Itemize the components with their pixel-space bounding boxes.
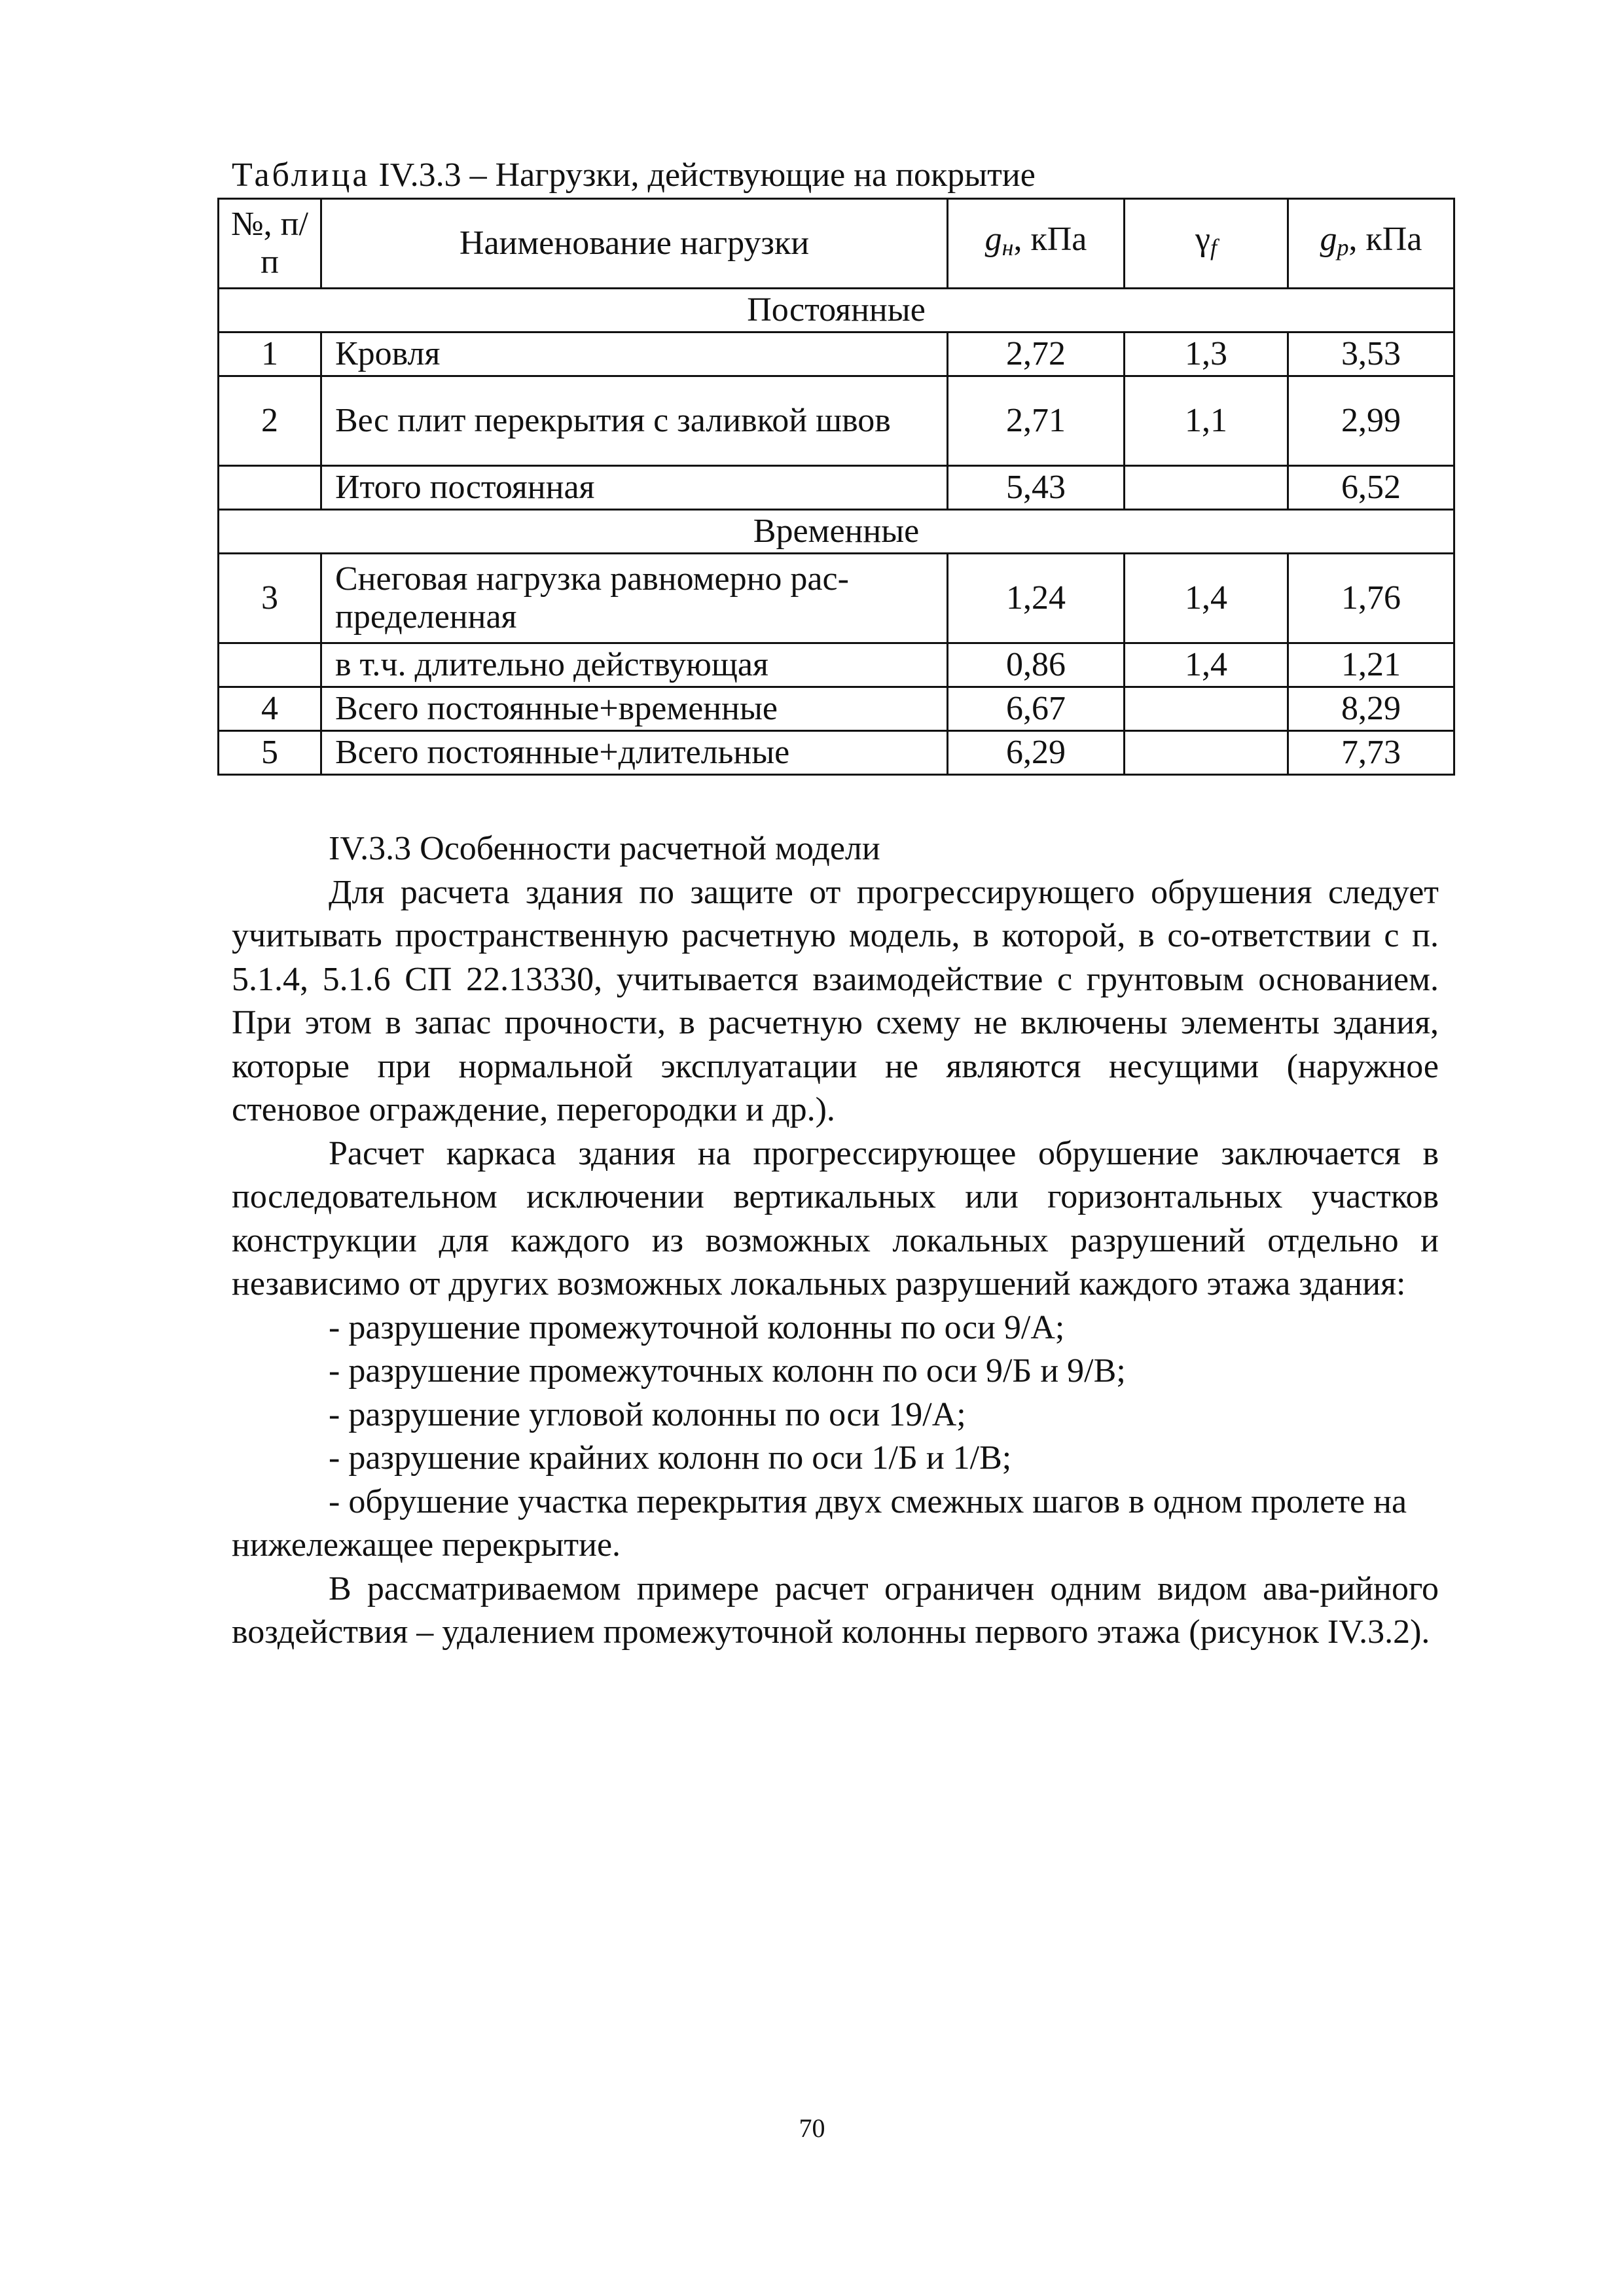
gp-unit: , кПа	[1348, 221, 1422, 258]
row-gp: 2,99	[1288, 376, 1454, 466]
row-gp: 7,73	[1288, 731, 1454, 775]
header-gn	[948, 199, 1125, 289]
list-item: - разрушение промежуточных колонн по оси 9/Б и 9/В;	[329, 1352, 1126, 1390]
row-num	[219, 466, 321, 510]
row-gn: 2,72	[948, 332, 1125, 376]
row-gamma	[1125, 687, 1288, 731]
section-temporary: Временные	[219, 510, 1454, 554]
header-num: №, п/п	[219, 199, 321, 289]
table-row	[219, 466, 1454, 510]
row-num: 3	[219, 554, 321, 643]
row-num: 4	[219, 687, 321, 731]
row-gamma	[1125, 731, 1288, 775]
body-text	[232, 827, 1439, 1655]
row-gamma: 1,3	[1125, 332, 1288, 376]
row-name: Всего постоянные+длительные	[321, 731, 948, 775]
table-section-row	[219, 289, 1454, 332]
gamma-symbol: $\gamma_f$	[1195, 221, 1217, 260]
row-gamma: 1,1	[1125, 376, 1288, 466]
list-item: - разрушение промежуточной колонны по оси 9/А;	[329, 1308, 1065, 1346]
table-header-row	[219, 199, 1454, 289]
section-heading: IV.3.3 Особенности расчетной модели	[329, 830, 880, 867]
table-row	[219, 643, 1454, 687]
gn-symbol: $g_н$	[984, 221, 1014, 260]
row-name: Кровля	[321, 332, 948, 376]
paragraph: Расчет каркаса здания на прогрессирующее обрушение заключается в последовательном исключении вертикальных или горизонтальных участков конструкции для каждого из возможных локальных разрушений отдельно и независимо от других возможных локальных разрушений каждого этажа здания:	[232, 1134, 1439, 1302]
table-row	[219, 554, 1454, 643]
list-item: - разрушение крайних колонн по оси 1/Б и 1/В;	[329, 1439, 1012, 1477]
list-item: - разрушение угловой колонны по оси 19/А;	[329, 1395, 966, 1433]
row-gamma: 1,4	[1125, 554, 1288, 643]
section-permanent: Постоянные	[219, 289, 1454, 332]
row-gamma	[1125, 466, 1288, 510]
header-gp	[1288, 199, 1454, 289]
table-caption	[232, 154, 1036, 196]
paragraph: Для расчета здания по защите от прогрессирующего обрушения следует учитывать пространственную расчетную модель, в которой, в со-ответствии с п. 5.1.4, 5.1.6 СП 22.13330, учитывается взаимодействие с грунтовым основанием. При этом в запас прочности, в расчетную схему не включены элементы здания, которые при нормальной эксплуатации не являются несущими (наружное стеновое ограждение, перегородки и др.).	[232, 873, 1439, 1128]
header-gamma	[1125, 199, 1288, 289]
row-name: Вес плит перекрытия с заливкой швов	[321, 376, 948, 466]
page-number: 70	[799, 2113, 825, 2143]
header-name: Наименование нагрузки	[321, 199, 948, 289]
row-name: Итого постоянная	[321, 466, 948, 510]
row-num: 1	[219, 332, 321, 376]
table-caption-prefix: Таблица	[232, 156, 370, 194]
row-num: 2	[219, 376, 321, 466]
loads-table	[217, 198, 1455, 776]
row-gn: 5,43	[948, 466, 1125, 510]
row-gp: 1,21	[1288, 643, 1454, 687]
row-name: в т.ч. длительно действующая	[321, 643, 948, 687]
paragraph: В рассматриваемом примере расчет ограничен одним видом ава-рийного воздействия – удалением промежуточной колонны первого этажа (рисунок IV.3.2).	[232, 1570, 1439, 1651]
table-row	[219, 731, 1454, 775]
row-gp: 3,53	[1288, 332, 1454, 376]
table-row	[219, 332, 1454, 376]
table-row	[219, 376, 1454, 466]
table-section-row	[219, 510, 1454, 554]
row-gn: 1,24	[948, 554, 1125, 643]
table-row	[219, 687, 1454, 731]
row-name: Всего постоянные+временные	[321, 687, 948, 731]
row-gn: 6,29	[948, 731, 1125, 775]
row-gamma: 1,4	[1125, 643, 1288, 687]
gp-symbol: $g_р$	[1320, 221, 1349, 260]
row-gp: 1,76	[1288, 554, 1454, 643]
gn-unit: , кПа	[1013, 221, 1087, 258]
row-num	[219, 643, 321, 687]
row-gn: 0,86	[948, 643, 1125, 687]
table-caption-title: IV.3.3 – Нагрузки, действующие на покрытие	[370, 156, 1036, 194]
row-num: 5	[219, 731, 321, 775]
list-item: - обрушение участка перекрытия двух смежных шагов в одном пролете на нижележащее перекрытие.	[232, 1482, 1407, 1564]
row-gn: 2,71	[948, 376, 1125, 466]
row-gp: 8,29	[1288, 687, 1454, 731]
row-name: Снеговая нагрузка равномерно рас-пределенная	[321, 554, 948, 643]
row-gp: 6,52	[1288, 466, 1454, 510]
row-gn: 6,67	[948, 687, 1125, 731]
